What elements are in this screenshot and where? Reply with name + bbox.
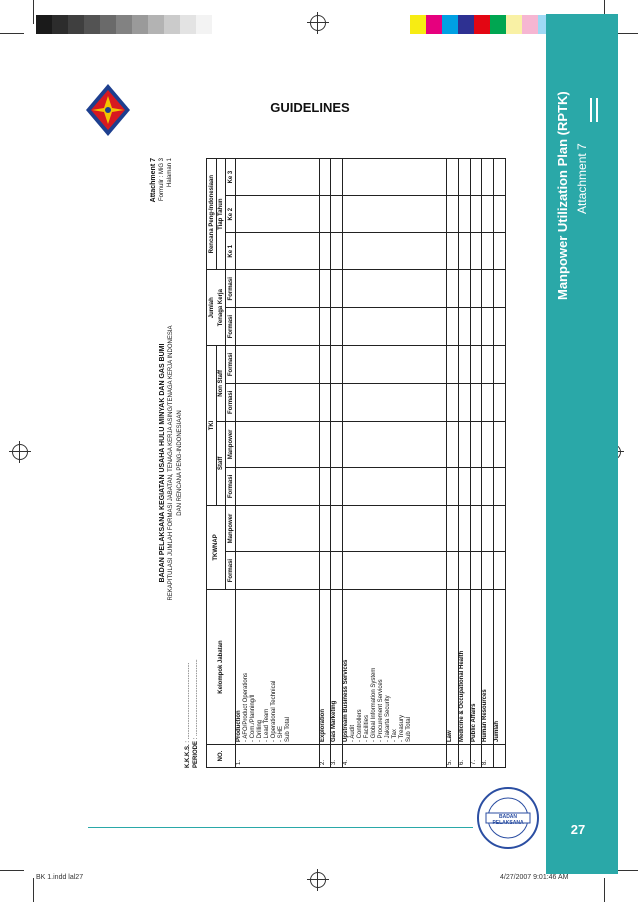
row-subitem: - Global Information System <box>371 667 378 742</box>
table-row <box>470 159 482 768</box>
col-manpower: Manpower <box>226 421 236 467</box>
table-cell <box>494 270 506 308</box>
col-tenaga-kerja: Tenaga Kerja <box>217 270 226 346</box>
halaman-label: Halaman 1 <box>167 158 173 188</box>
row-title: Upstream Business Services <box>343 659 350 742</box>
table-cell <box>236 308 320 346</box>
table-cell <box>319 346 331 384</box>
table-row <box>236 159 320 768</box>
row-title: Law <box>447 730 454 742</box>
row-title: Production <box>236 710 242 742</box>
row-label <box>482 590 494 745</box>
attachment-label: Attachment 7 <box>150 158 157 203</box>
registration-mark-icon <box>310 15 326 31</box>
table-cell <box>459 383 471 421</box>
table-cell <box>482 196 494 233</box>
registration-mark-icon <box>310 872 326 888</box>
table-cell <box>482 346 494 384</box>
row-label <box>470 590 482 745</box>
table-cell <box>494 552 506 590</box>
table-row <box>319 159 331 768</box>
crop-mark <box>33 878 34 902</box>
table-cell <box>470 552 482 590</box>
table-cell <box>236 421 320 467</box>
form-table <box>206 158 506 768</box>
row-subitem: - Jakarta Security <box>385 695 392 742</box>
col-formasi: Formasi <box>226 383 236 421</box>
table-cell <box>331 505 343 551</box>
table-cell <box>343 421 447 467</box>
row-number: 2. <box>319 745 331 768</box>
table-cell <box>447 383 459 421</box>
row-subitem: - Controllers <box>357 709 364 742</box>
table-cell <box>470 421 482 467</box>
table-cell <box>459 196 471 233</box>
col-manpower: Manpower <box>226 505 236 551</box>
col-formasi: Formasi <box>226 552 236 590</box>
table-cell <box>482 270 494 308</box>
row-subitem: - Facilities <box>364 714 371 742</box>
crop-mark <box>0 870 24 871</box>
table-cell <box>343 552 447 590</box>
kkks-label: K.K.K.S. <box>185 744 191 768</box>
table-cell <box>331 270 343 308</box>
table-cell <box>319 421 331 467</box>
table-cell <box>459 308 471 346</box>
table-cell <box>331 308 343 346</box>
row-label <box>236 590 320 745</box>
table-cell <box>447 552 459 590</box>
row-label <box>459 590 471 745</box>
table-cell <box>447 308 459 346</box>
table-row <box>343 159 447 768</box>
row-label <box>494 590 506 745</box>
col-kelompok: Kelompok Jabatan <box>207 590 236 745</box>
table-row <box>494 159 506 768</box>
row-title: Medicine & Occupational Health <box>459 650 466 742</box>
row-title: Exploration <box>319 708 326 742</box>
table-cell <box>482 308 494 346</box>
table-cell <box>236 233 320 270</box>
stamp <box>476 786 540 850</box>
table-cell <box>331 552 343 590</box>
table-cell <box>331 196 343 233</box>
form-subtitle-1: REKAPITULASI JUMLAH FORMASI JABATAN, TENAGA KERJA ASING/TENAGA KERJA INDONESIA <box>168 325 174 601</box>
row-subitem: Sub Total <box>406 717 413 742</box>
table-cell <box>447 505 459 551</box>
table-cell <box>482 468 494 506</box>
table-cell <box>470 308 482 346</box>
col-tki: TKI <box>207 346 217 506</box>
page-number: 27 <box>570 822 586 837</box>
table-cell <box>459 270 471 308</box>
table-cell <box>447 421 459 467</box>
row-subitem: - SHE <box>278 725 284 742</box>
table-cell <box>459 552 471 590</box>
row-title: Jumlah <box>494 720 501 742</box>
table-cell <box>482 552 494 590</box>
table-row <box>447 159 459 768</box>
sidebar-subtitle: Attachment 7 <box>575 143 589 214</box>
table-cell <box>343 346 447 384</box>
table-cell <box>494 383 506 421</box>
table-cell <box>447 468 459 506</box>
form-subtitle-2: DAN RENCANA PENG-INDONESIAAN <box>177 410 183 516</box>
row-number: 7. <box>470 745 482 768</box>
table-cell <box>459 505 471 551</box>
table-cell <box>459 346 471 384</box>
crop-mark <box>604 878 605 902</box>
row-subitem: Sub Total <box>285 717 291 742</box>
col-tiap-tahun: Tiap Tahun <box>217 159 226 270</box>
row-subitem: - Com./Planning/ll <box>250 694 256 742</box>
col-ke1: Ke 1 <box>226 233 236 270</box>
row-label <box>447 590 459 745</box>
row-number: 8. <box>482 745 494 768</box>
table-cell <box>494 308 506 346</box>
org-title: BADAN PELAKSANA KEGIATAN USAHA HULU MINYAK DAN GAS BUMI <box>159 343 166 583</box>
row-number <box>494 745 506 768</box>
col-tkwnap: TKWNAP <box>207 505 226 589</box>
row-title: Human Resources <box>482 689 489 742</box>
formulir-label: Formulir : MiG 3 <box>159 158 165 202</box>
table-cell <box>319 383 331 421</box>
periode-label: PERIODE <box>193 740 199 768</box>
table-cell <box>494 421 506 467</box>
crop-mark <box>33 0 34 24</box>
table-cell <box>459 159 471 196</box>
col-ke3: Ke 3 <box>226 159 236 196</box>
table-cell <box>482 421 494 467</box>
table-cell <box>331 468 343 506</box>
table-cell <box>447 233 459 270</box>
sidebar-title: Manpower Utilization Plan (RPTK) <box>555 91 570 300</box>
table-cell <box>343 159 447 196</box>
table-cell <box>236 468 320 506</box>
table-cell <box>482 159 494 196</box>
row-subitem: - Treasury <box>399 714 406 742</box>
col-formasi: Formasi <box>226 468 236 506</box>
table-row <box>331 159 343 768</box>
footer-rule <box>88 827 473 828</box>
registration-mark-icon <box>12 444 28 460</box>
table-cell <box>343 505 447 551</box>
row-subitem: - Drilling <box>257 719 263 742</box>
col-non-staff: Non Staff <box>217 346 226 422</box>
col-formasi: Formasi <box>226 270 236 308</box>
row-number: 3. <box>331 745 343 768</box>
table-cell <box>236 346 320 384</box>
table-cell <box>459 233 471 270</box>
table-row <box>482 159 494 768</box>
row-subitem: - AFO/Product Operations <box>243 672 249 742</box>
table-cell <box>343 270 447 308</box>
table-cell <box>236 159 320 196</box>
table-cell <box>331 421 343 467</box>
table-cell <box>319 468 331 506</box>
sidebar-ornament <box>590 98 598 122</box>
row-title: Public Affairs <box>470 703 477 742</box>
table-cell <box>319 308 331 346</box>
table-cell <box>343 468 447 506</box>
stamp-label: BADAN PELAKSANA <box>492 814 524 826</box>
table-cell <box>447 159 459 196</box>
table-cell <box>470 383 482 421</box>
table-cell <box>331 346 343 384</box>
table-cell <box>319 505 331 551</box>
table-cell <box>470 346 482 384</box>
table-cell <box>470 468 482 506</box>
page-title: GUIDELINES <box>270 100 350 115</box>
row-label <box>319 590 331 745</box>
table-cell <box>447 270 459 308</box>
table-cell <box>331 159 343 196</box>
file-slug: BK 1.indd lal27 <box>36 874 84 881</box>
table-cell <box>494 346 506 384</box>
table-cell <box>494 159 506 196</box>
table-cell <box>343 308 447 346</box>
row-title: Gas Marketing <box>331 700 338 742</box>
table-cell <box>331 233 343 270</box>
table-cell <box>459 421 471 467</box>
table-row <box>459 159 471 768</box>
table-cell <box>482 383 494 421</box>
periode-value: : .............................................. <box>193 659 199 740</box>
table-cell <box>343 233 447 270</box>
table-cell <box>482 233 494 270</box>
table-cell <box>470 233 482 270</box>
col-formasi: Formasi <box>226 346 236 384</box>
table-cell <box>319 270 331 308</box>
row-subitem: - Procurement Services <box>378 679 385 742</box>
row-subitem: - Lead Team <box>264 708 270 742</box>
col-rencana: Rencana Peng-Indonesiaan <box>207 159 217 270</box>
row-label <box>331 590 343 745</box>
table-cell <box>494 196 506 233</box>
col-jumlah: Jumlah <box>207 270 217 346</box>
table-cell <box>447 196 459 233</box>
table-cell <box>331 383 343 421</box>
row-number: 5. <box>447 745 459 768</box>
col-formasi: Formasi <box>226 308 236 346</box>
table-cell <box>319 196 331 233</box>
table-cell <box>236 552 320 590</box>
table-cell <box>319 552 331 590</box>
row-subitem: - Audit <box>350 724 357 742</box>
row-number: 4. <box>343 745 447 768</box>
table-cell <box>319 233 331 270</box>
col-staff: Staff <box>217 421 226 505</box>
form-sheet <box>150 158 510 768</box>
table-cell <box>319 159 331 196</box>
kkks-value: : .............................................. <box>185 662 191 743</box>
table-cell <box>236 270 320 308</box>
row-subitem: - Operational Technical <box>271 680 277 742</box>
table-cell <box>236 196 320 233</box>
table-cell <box>494 233 506 270</box>
table-cell <box>343 196 447 233</box>
table-cell <box>343 383 447 421</box>
col-ke2: Ke 2 <box>226 196 236 233</box>
table-cell <box>494 468 506 506</box>
table-cell <box>482 505 494 551</box>
col-no: NO. <box>207 745 236 768</box>
table-cell <box>236 505 320 551</box>
row-label <box>343 590 447 745</box>
table-cell <box>470 505 482 551</box>
table-cell <box>470 270 482 308</box>
row-number: 1. <box>236 745 320 768</box>
table-cell <box>494 505 506 551</box>
table-cell <box>447 346 459 384</box>
grayscale-bar <box>36 15 212 34</box>
logo <box>84 82 132 138</box>
row-subitem: - Tax <box>392 729 399 742</box>
table-cell <box>470 196 482 233</box>
table-cell <box>470 159 482 196</box>
table-cell <box>459 468 471 506</box>
crop-mark <box>0 33 24 34</box>
table-cell <box>236 383 320 421</box>
timestamp: 4/27/2007 9:01:46 AM <box>500 874 569 881</box>
row-number: 6. <box>459 745 471 768</box>
